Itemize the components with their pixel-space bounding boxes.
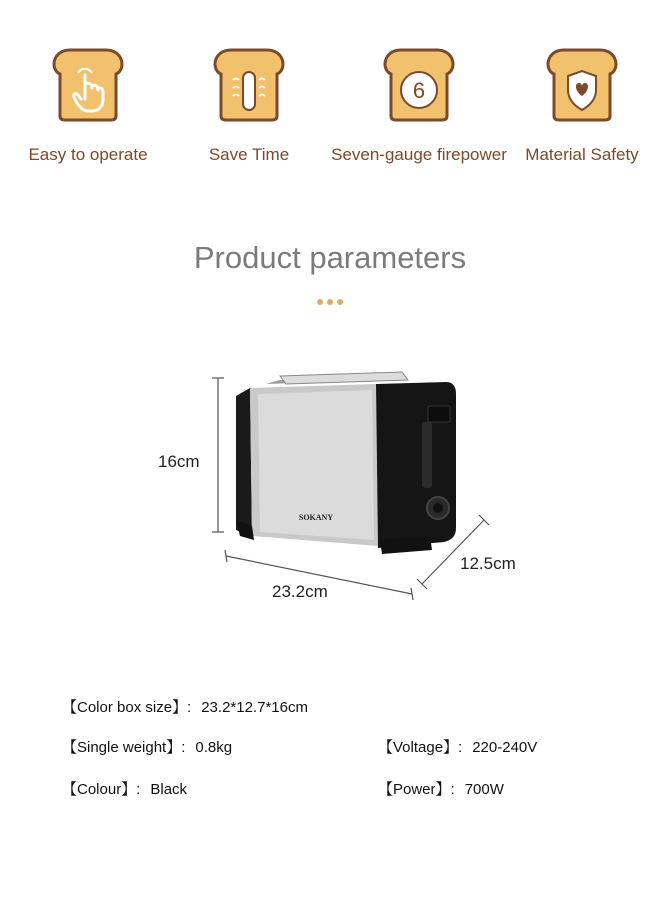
toaster-illustration: [140, 360, 540, 620]
feature-label: Easy to operate: [28, 145, 148, 164]
feature-material-safety: [492, 40, 660, 164]
param-value: 220-240V: [472, 739, 538, 756]
hand-pointer-icon: [46, 40, 130, 124]
section-title: Product parameters: [193, 240, 467, 275]
width-label: 23.2cm: [272, 582, 328, 601]
param-label: 【Single weight】:: [62, 739, 186, 756]
feature-label: Seven-gauge firepower: [331, 145, 507, 164]
param-single-weight: [62, 736, 232, 757]
param-power: [378, 778, 504, 799]
feature-easy-to-operate: [0, 40, 178, 164]
param-value: 23.2*12.7*16cm: [201, 699, 308, 716]
dial-number: 6: [412, 78, 426, 103]
dial-six-icon: [377, 40, 461, 124]
product-diagram: [140, 360, 540, 620]
param-label: 【Power】:: [378, 781, 455, 798]
param-color-box-size: [62, 696, 308, 717]
hourglass-icon: [207, 40, 291, 124]
param-value: 0.8kg: [195, 739, 233, 756]
shield-heart-icon: [540, 40, 624, 124]
param-voltage: [378, 736, 537, 757]
feature-seven-gauge: [329, 40, 509, 164]
parameters-list: [0, 690, 660, 830]
feature-save-time: [159, 40, 339, 164]
param-label: 【Colour】:: [62, 781, 141, 798]
feature-label: Save Time: [208, 145, 290, 164]
title-divider-dots: [0, 292, 660, 310]
param-label: 【Color box size】:: [62, 699, 192, 716]
features-row: [0, 40, 660, 180]
param-value: 700W: [464, 781, 504, 798]
brand-logo: SOKANY: [298, 513, 334, 522]
param-colour: [62, 778, 187, 799]
param-label: 【Voltage】:: [378, 739, 463, 756]
feature-label: Material Safety: [525, 145, 639, 164]
height-label: 16cm: [158, 452, 200, 471]
depth-label: 12.5cm: [460, 554, 516, 573]
param-value: Black: [150, 781, 188, 798]
